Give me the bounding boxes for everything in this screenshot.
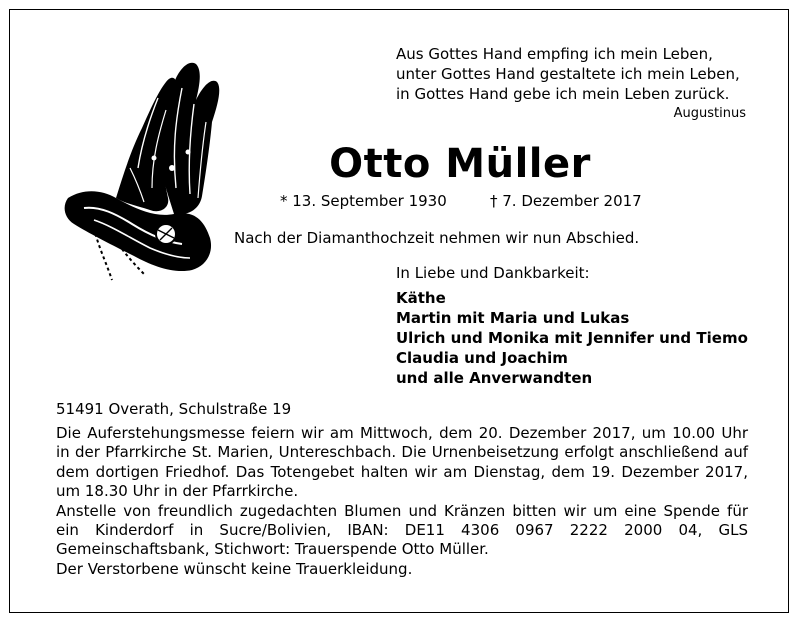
- address: 51491 Overath, Schulstraße 19: [56, 400, 292, 418]
- quote-line: in Gottes Hand gebe ich mein Leben zurück.: [396, 85, 730, 103]
- family-member: Martin mit Maria und Lukas: [396, 309, 630, 327]
- family-member: und alle Anverwandten: [396, 369, 593, 387]
- birth-date: * 13. September 1930: [280, 192, 447, 210]
- quote-author: Augustinus: [673, 106, 746, 121]
- service-details: [56, 424, 748, 579]
- quote-block: [396, 44, 786, 104]
- quote-line: unter Gottes Hand gestaltete ich mein Leben,: [396, 65, 740, 83]
- attire-paragraph: Der Verstorbene wünscht keine Trauerkleidung.: [56, 559, 413, 578]
- quote-line: Aus Gottes Hand empfing ich mein Leben,: [396, 45, 713, 63]
- family-member: Ulrich und Monika mit Jennifer und Tiemo: [396, 329, 748, 347]
- death-date: † 7. Dezember 2017: [490, 192, 642, 210]
- family-list: [396, 288, 748, 388]
- family-member: Käthe: [396, 289, 446, 307]
- family-intro: In Liebe und Dankbarkeit:: [396, 264, 590, 282]
- service-paragraph: Die Auferstehungsmesse feiern wir am Mittwoch, dem 20. Dezember 2017, um 10.00 Uhr in der Pfarrkirche St. Marien, Untereschbach. Die Urnenbeisetzung erfolgt anschließend auf dem dortigen Friedhof. Das Totengebet halten wir am Dienstag, dem 19. Dezember 2017, um 18.30 Uhr in der Pfarrkirche.: [56, 424, 748, 501]
- family-member: Claudia und Joachim: [396, 349, 568, 367]
- deceased-name: Otto Müller: [329, 141, 591, 187]
- farewell-line: Nach der Diamanthochzeit nehmen wir nun Abschied.: [234, 229, 640, 247]
- donation-paragraph: Anstelle von freundlich zugedachten Blumen und Kränzen bitten wir um eine Spende für ein Kinderdorf in Sucre/Bolivien, IBAN: DE11 4306 0967 2222 2000 04, GLS Gemeinschaftsbank, Stichwort: Trauerspende Otto Müller.: [56, 501, 748, 559]
- praying-hands-icon: [54, 48, 224, 284]
